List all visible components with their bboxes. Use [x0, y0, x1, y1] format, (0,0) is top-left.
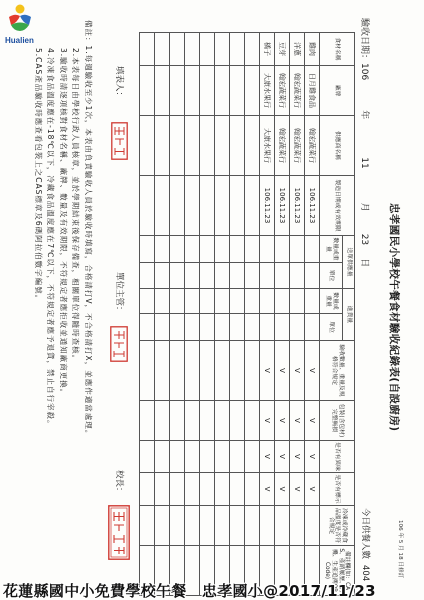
header-sent-qty: 數量或重量 [320, 236, 343, 263]
cell-odor-ok [185, 441, 200, 473]
cell-date [155, 176, 170, 236]
cell-item: 雞肉 [305, 33, 320, 66]
cell-package-ok [200, 401, 215, 441]
note-line: 備註：1.每週驗收至少1次，本表由負責驗收人員於驗收時填寫，合格請打V，不合格請打X，並應作適當處理。 [84, 20, 93, 439]
filler-label: 填表人： [114, 66, 124, 101]
meals-served [360, 508, 372, 581]
cell-temp-ok [230, 506, 245, 546]
cell-label-ok [170, 473, 185, 506]
table-header [320, 33, 355, 596]
cell-brand: 大康水果行 [260, 66, 275, 116]
header-temperature-check: 冷凍或冷藏食品溫度是否符合規定 [320, 506, 355, 546]
cell-date [245, 176, 260, 236]
table-row [155, 33, 170, 596]
cell-date: 106.11.23 [290, 176, 305, 236]
header-received-group: 進貨量 [343, 289, 355, 341]
cell-brand: 翰宏蔬菜行 [290, 66, 305, 116]
cell-brand [230, 66, 245, 116]
cell-item: 豆芽 [275, 33, 290, 66]
cell-item [200, 33, 215, 66]
meals-label: 今日供餐人數 [360, 508, 370, 560]
cell-recv-unit [155, 314, 170, 341]
cell-brand [215, 66, 230, 116]
principal-stamp [108, 505, 130, 560]
table-body [140, 33, 320, 596]
photo-caption: 花蓮縣國中小免費學校午餐 忠孝國小@2017/11/23 [3, 582, 376, 600]
cell-spec-ok: V [290, 341, 305, 401]
cell-supplier [140, 116, 155, 176]
header-label-check: 是否有標示 [320, 473, 355, 506]
table-row [305, 33, 320, 596]
cell-recv-unit [215, 314, 230, 341]
cell-temp-ok [170, 506, 185, 546]
inspection-table [139, 32, 355, 596]
cell-spec-ok [185, 341, 200, 401]
cell-spec-ok [170, 341, 185, 401]
cell-date [170, 176, 185, 236]
cell-item: 橘子 [260, 33, 275, 66]
cell-package-ok [215, 401, 230, 441]
cell-spec-ok [245, 341, 260, 401]
cell-temp-ok [290, 506, 305, 546]
cell-date [200, 176, 215, 236]
cell-label-ok [245, 473, 260, 506]
cell-recv-unit [290, 314, 305, 341]
cell-sent-unit [170, 263, 185, 289]
cell-supplier: 翰宏蔬菜行 [290, 116, 305, 176]
meals-value: 404 [360, 565, 370, 582]
table-row [290, 33, 305, 596]
cell-spec-ok [230, 341, 245, 401]
cell-brand [155, 66, 170, 116]
cell-package-ok: V [275, 401, 290, 441]
cell-spec-ok [200, 341, 215, 401]
cell-recv-unit [245, 314, 260, 341]
cell-temp-ok [200, 506, 215, 546]
date-day-unit: 日 [359, 258, 369, 268]
cell-spec-ok [140, 341, 155, 401]
hualien-logo-icon [5, 3, 35, 33]
cell-supplier [230, 116, 245, 176]
cell-label-ok: V [305, 473, 320, 506]
form-title: 忠孝國民小學校午餐食材驗收紀錄表(自設廚房) [388, 203, 400, 432]
principal-label: 校長： [114, 470, 124, 496]
header-received-qty: 數量或重量 [320, 289, 343, 314]
cell-temp-ok [275, 506, 290, 546]
cell-odor-ok [140, 441, 155, 473]
supervisor-label: 單位主管： [114, 272, 124, 315]
header-received-unit: 單位 [320, 314, 343, 341]
hualien-logo [5, 3, 41, 45]
cell-recv-qty [155, 289, 170, 314]
cell-temp-ok [155, 506, 170, 546]
cell-temp-ok [140, 506, 155, 546]
cell-package-ok [170, 401, 185, 441]
cell-package-ok [185, 401, 200, 441]
cell-package-ok: V [290, 401, 305, 441]
cell-sent-qty [230, 236, 245, 263]
cell-temp-ok [215, 506, 230, 546]
cell-supplier: 翰宏蔬菜行 [275, 116, 290, 176]
cell-date: 106.11.23 [305, 176, 320, 236]
cell-brand: 翰宏蔬菜行 [275, 66, 290, 116]
cell-recv-qty [200, 289, 215, 314]
cell-brand [245, 66, 260, 116]
cell-spec-ok [155, 341, 170, 401]
cell-item [245, 33, 260, 66]
cell-recv-unit [200, 314, 215, 341]
cell-odor-ok [245, 441, 260, 473]
note-line: 5.CAS產品驗收時應查看包裝上之CAS標章及6碼阿拉伯數字編號。 [34, 48, 43, 304]
cell-sent-qty [290, 236, 305, 263]
cell-sent-unit [155, 263, 170, 289]
cell-label-ok [215, 473, 230, 506]
cell-odor-ok: V [275, 441, 290, 473]
cell-date [185, 176, 200, 236]
cell-spec-ok: V [305, 341, 320, 401]
cell-item [185, 33, 200, 66]
inspection-date [359, 18, 372, 267]
table-row [275, 33, 290, 596]
cell-temp-ok [245, 506, 260, 546]
cell-recv-unit [140, 314, 155, 341]
cell-sent-unit [275, 263, 290, 289]
cell-date: 106.11.23 [275, 176, 290, 236]
cell-sent-unit [215, 263, 230, 289]
header-remark: 備註欄(如：CAS、產銷履歷、有機、生產追溯QR Code) [320, 546, 355, 596]
cell-recv-unit [230, 314, 245, 341]
table-row [170, 33, 185, 596]
cell-supplier [200, 116, 215, 176]
cell-supplier [245, 116, 260, 176]
header-supplier: 供應商名稱 [320, 116, 355, 176]
header-package-check: 包裝(含包材)完整無損 [320, 401, 355, 441]
cell-item [215, 33, 230, 66]
cell-sent-unit [200, 263, 215, 289]
cell-supplier [155, 116, 170, 176]
cell-temp-ok [185, 506, 200, 546]
cell-recv-unit [170, 314, 185, 341]
cell-recv-qty [215, 289, 230, 314]
date-year: 106 [359, 63, 369, 81]
header-spec-check: 驗收數量、重量及規格符合規定 [320, 341, 355, 401]
cell-temp-ok [305, 506, 320, 546]
cell-brand [170, 66, 185, 116]
cell-package-ok [155, 401, 170, 441]
revision-note: 106 年 5 月 18 日修訂 [397, 520, 403, 579]
cell-label-ok: V [290, 473, 305, 506]
header-item: 食材名稱 [320, 33, 355, 66]
cell-odor-ok [200, 441, 215, 473]
cell-recv-unit [275, 314, 290, 341]
cell-sent-unit [290, 263, 305, 289]
date-month-unit: 月 [359, 202, 369, 212]
cell-sent-qty [155, 236, 170, 263]
header-sent-group: 送單供應量 [343, 236, 355, 289]
date-year-unit: 年 [359, 110, 369, 120]
cell-item [230, 33, 245, 66]
cell-spec-ok: V [260, 341, 275, 401]
cell-label-ok [185, 473, 200, 506]
cell-date [230, 176, 245, 236]
cell-item [155, 33, 170, 66]
cell-item [140, 33, 155, 66]
cell-label-ok [200, 473, 215, 506]
cell-recv-qty [140, 289, 155, 314]
header-odor-check: 是否有異味 [320, 441, 355, 473]
cell-spec-ok: V [275, 341, 290, 401]
cell-recv-qty [185, 289, 200, 314]
cell-recv-qty [260, 289, 275, 314]
cell-sent-qty [185, 236, 200, 263]
cell-label-ok: V [275, 473, 290, 506]
cell-item: 洋蔥 [290, 33, 305, 66]
cell-sent-unit [260, 263, 275, 289]
cell-supplier: 大康水果行 [260, 116, 275, 176]
cell-brand [185, 66, 200, 116]
cell-brand [200, 66, 215, 116]
cell-odor-ok: V [260, 441, 275, 473]
cell-recv-qty [290, 289, 305, 314]
cell-date [215, 176, 230, 236]
notes [32, 20, 95, 595]
cell-date [140, 176, 155, 236]
date-day: 23 [359, 233, 369, 246]
cell-sent-qty [200, 236, 215, 263]
cell-sent-qty [170, 236, 185, 263]
table-row [260, 33, 275, 596]
cell-label-ok [230, 473, 245, 506]
date-label: 驗收日期： [359, 18, 369, 64]
cell-brand: 日月雞食品 [305, 66, 320, 116]
cell-sent-qty [215, 236, 230, 263]
cell-recv-unit [260, 314, 275, 341]
note-line: 3.驗收時請逐項核對食材名稱、廠牌、數量及有效期限，不符規定者應拒收並通知廠商更換。 [59, 48, 68, 398]
cell-recv-qty [230, 289, 245, 314]
table-row [140, 33, 155, 596]
cell-temp-ok [260, 506, 275, 546]
cell-sent-qty [275, 236, 290, 263]
cell-supplier [215, 116, 230, 176]
cell-recv-qty [170, 289, 185, 314]
supervisor-stamp [110, 326, 128, 362]
cell-recv-qty [305, 289, 320, 314]
cell-supplier [185, 116, 200, 176]
cell-label-ok [155, 473, 170, 506]
cell-package-ok: V [260, 401, 275, 441]
cell-sent-qty [245, 236, 260, 263]
table-row [245, 33, 260, 596]
cell-sent-qty [305, 236, 320, 263]
cell-package-ok [230, 401, 245, 441]
cell-date: 106.11.23 [260, 176, 275, 236]
header-sent-unit: 單位 [320, 263, 343, 289]
cell-recv-unit [305, 314, 320, 341]
cell-label-ok [140, 473, 155, 506]
cell-brand [140, 66, 155, 116]
cell-item [170, 33, 185, 66]
cell-recv-qty [275, 289, 290, 314]
note-line: 2.本表每日由學校行政人員核章，並於學期結束後保存備查，相關單位得隨時查核。 [71, 48, 81, 364]
cell-label-ok: V [260, 473, 275, 506]
cell-sent-unit [185, 263, 200, 289]
cell-package-ok [140, 401, 155, 441]
note-line: 4.冷凍食品溫度應在-18℃以下，冷藏食品溫度應在7℃以下，不符規定者應予退貨，禁止自行宰殺。 [46, 48, 56, 429]
cell-odor-ok: V [305, 441, 320, 473]
table-row [185, 33, 200, 596]
cell-package-ok [245, 401, 260, 441]
cell-package-ok: V [305, 401, 320, 441]
header-date: 製造日期或有效期限 [320, 176, 355, 236]
cell-sent-qty [260, 236, 275, 263]
cell-supplier: 翰宏蔬菜行 [305, 116, 320, 176]
cell-odor-ok [170, 441, 185, 473]
table-row [215, 33, 230, 596]
cell-sent-unit [305, 263, 320, 289]
table-row [200, 33, 215, 596]
cell-sent-unit [140, 263, 155, 289]
cell-recv-qty [245, 289, 260, 314]
table-row [230, 33, 245, 596]
cell-sent-unit [230, 263, 245, 289]
cell-recv-unit [185, 314, 200, 341]
logo-text: Hualien [5, 36, 34, 45]
cell-odor-ok [215, 441, 230, 473]
date-month: 11 [359, 157, 369, 169]
cell-supplier [170, 116, 185, 176]
cell-odor-ok [230, 441, 245, 473]
filler-stamp [111, 122, 128, 160]
cell-sent-qty [140, 236, 155, 263]
cell-odor-ok [155, 441, 170, 473]
cell-sent-unit [245, 263, 260, 289]
cell-odor-ok: V [290, 441, 305, 473]
header-brand: 廠牌 [320, 66, 355, 116]
cell-spec-ok [215, 341, 230, 401]
